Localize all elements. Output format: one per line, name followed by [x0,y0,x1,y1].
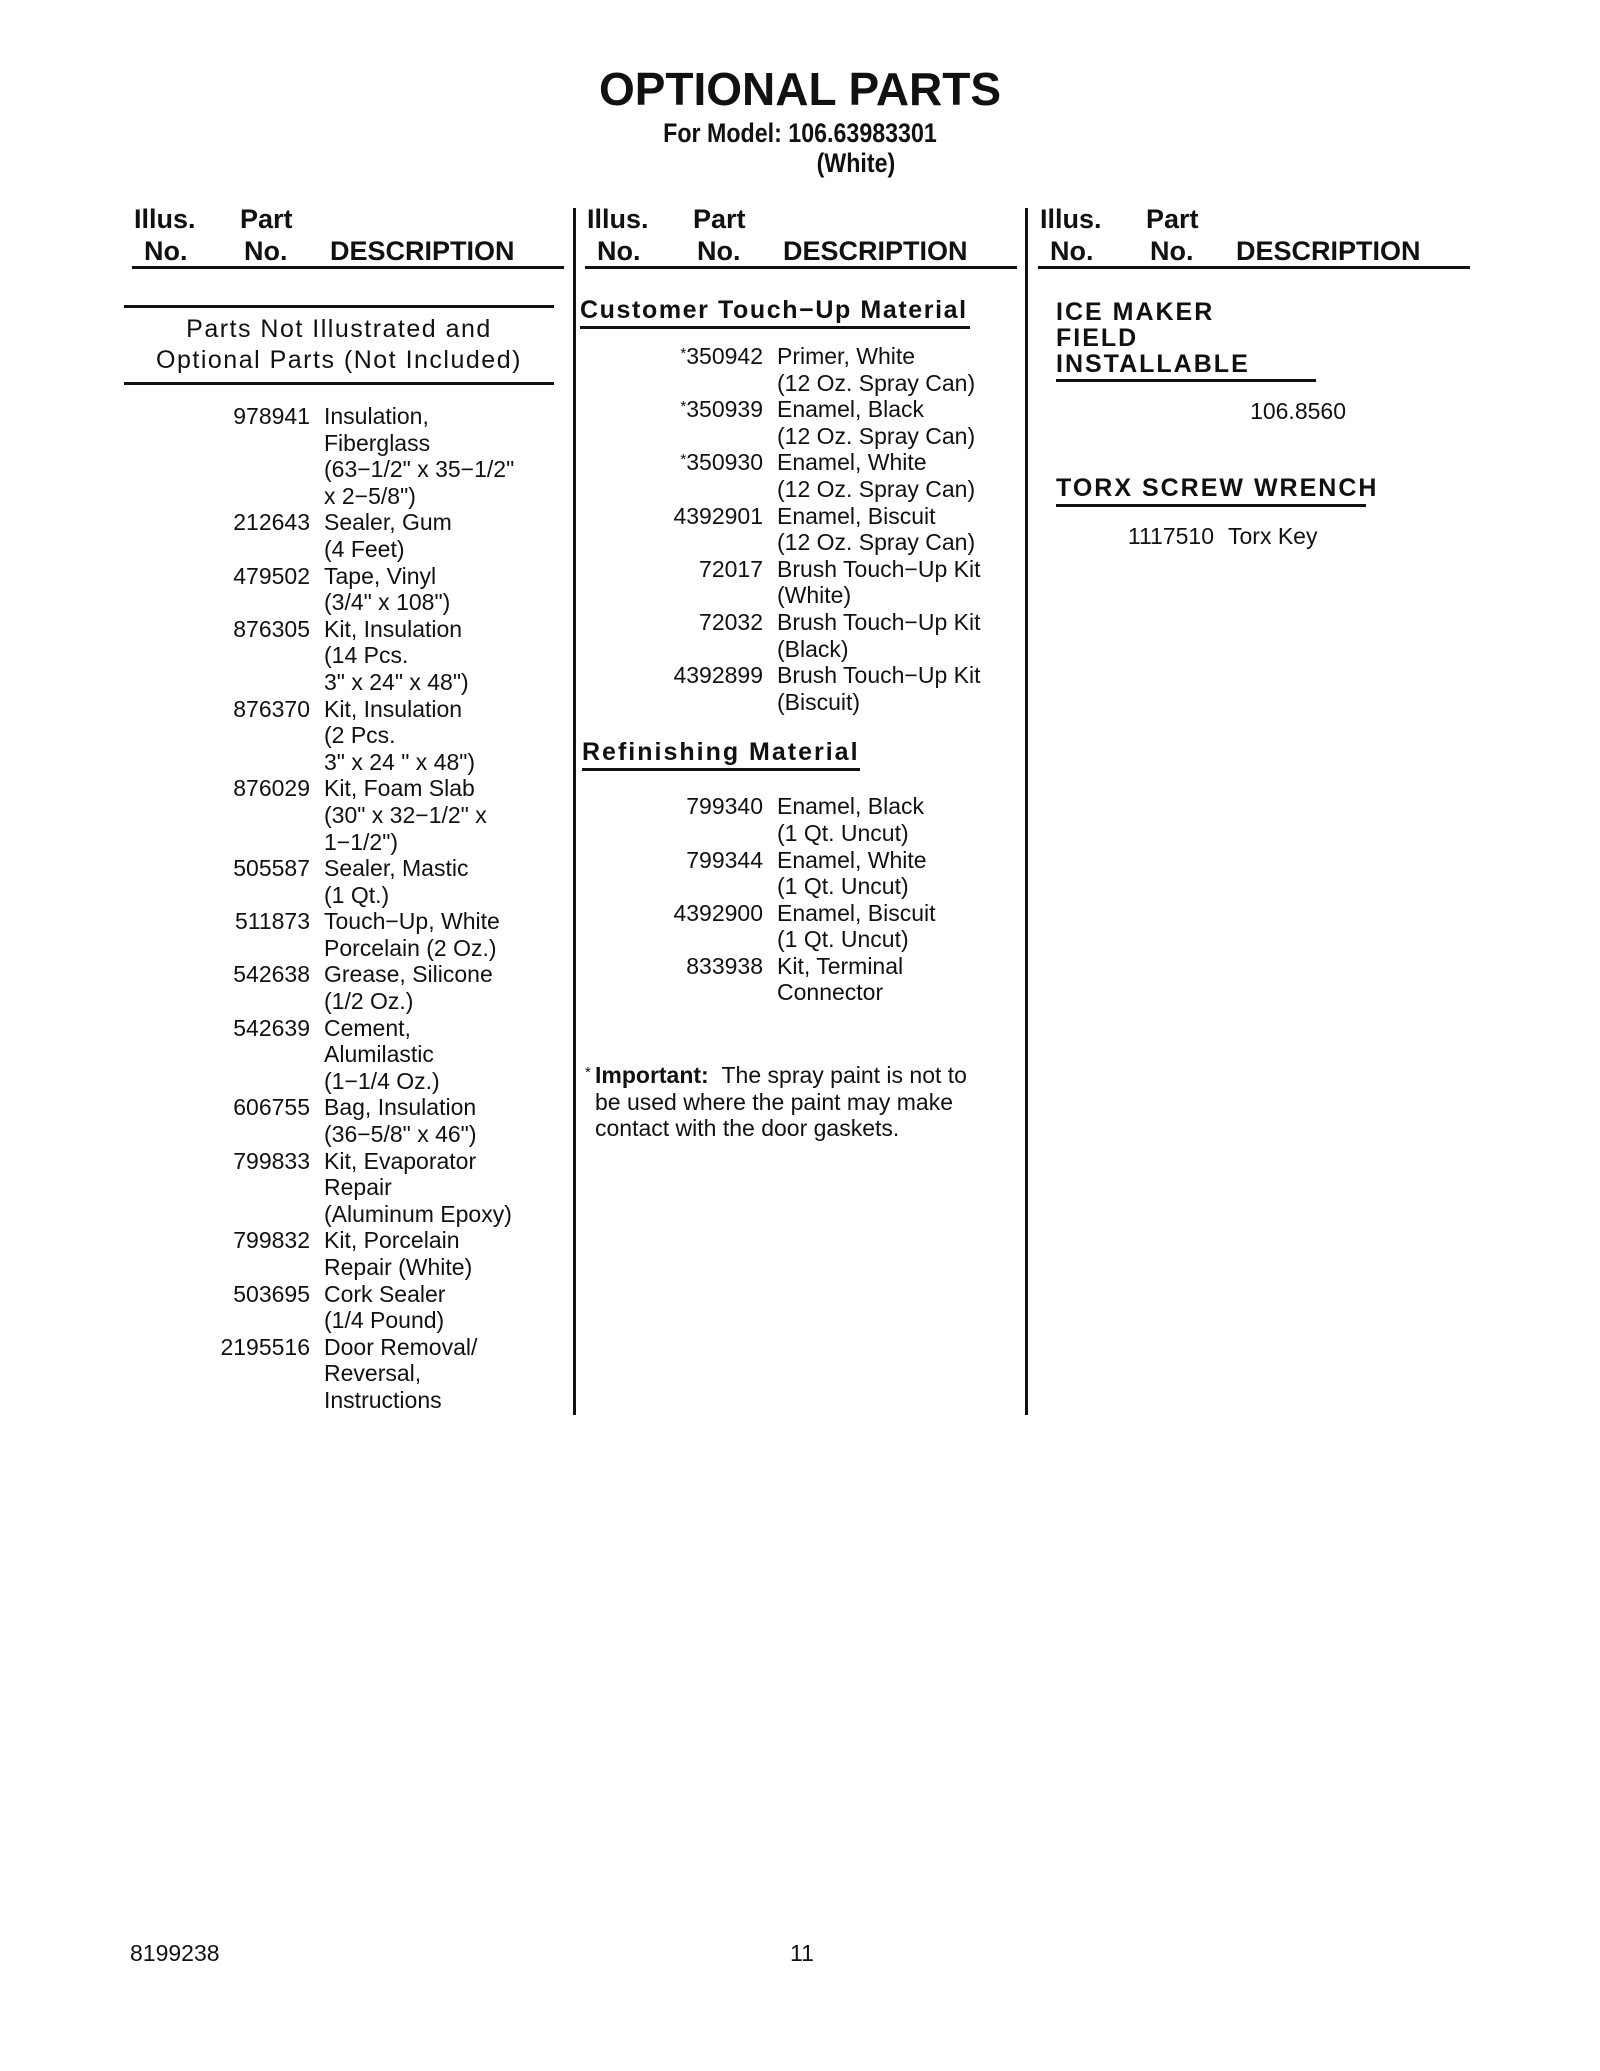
part-description-line: (12 Oz. Spray Can) [777,529,976,556]
section-heading: TORX SCREW WRENCH [1056,475,1366,507]
part-item [132,961,572,1014]
part-number [132,509,310,536]
part-description-line: (1 Qt. Uncut) [777,926,909,953]
part-number [585,556,763,583]
parts-list [1038,523,1478,550]
part-item [132,775,572,855]
part-item [132,509,572,562]
illus-label: Illus. [134,204,196,234]
part-description-line: Sealer, Gum [324,509,452,536]
important-note [585,1062,995,1142]
part-number [132,1148,310,1175]
part-number [132,563,310,590]
description-label: DESCRIPTION [330,236,515,266]
part-description-line: (63−1/2" x 35−1/2" [324,456,515,483]
part-number [1038,523,1214,550]
part-description-line: 3" x 24" x 48") [324,668,469,695]
part-description-line: (3/4" x 108") [324,589,451,616]
part-description-line: Enamel, Biscuit [777,502,936,529]
part-description-line: Bag, Insulation [324,1094,477,1121]
part-number-text: 2195516 [220,1333,310,1360]
asterisk-mark: * [680,345,687,362]
part-description-line: Fiberglass [324,429,431,456]
part-description-line: Torx Key [1228,522,1318,549]
part-no-label: No. [1150,236,1194,266]
part-description-line: Sealer, Mastic [324,855,469,882]
part-description-line: (Black) [777,635,849,662]
part-number-text: 505587 [233,855,310,882]
part-number [132,1334,310,1361]
section-heading-line: FIELD INSTALLABLE [1056,324,1250,378]
section-heading: Refinishing Material [582,739,860,771]
part-number-text: 72032 [699,608,763,635]
part-number-text: 978941 [233,403,310,429]
part-description-line: 1−1/2") [324,828,399,855]
column-header [585,200,1025,266]
part-description-line: (1 Qt. Uncut) [777,819,909,846]
part-item [1038,398,1478,425]
parts-list [1038,398,1478,425]
part-item [585,609,1025,662]
illus-no-label: No. [144,236,188,266]
part-description-line: (1−1/4 Oz.) [324,1067,440,1094]
section-heading-line: ICE MAKER [1056,298,1215,326]
part-no-label: No. [244,236,288,266]
part-description-line: (Aluminum Epoxy) [324,1200,512,1227]
part-number-text: 542639 [233,1014,310,1041]
part-description-line: Kit, Insulation [324,615,463,642]
part-description-line: (White) [777,582,852,609]
part-number [132,403,310,430]
part-number-text: 212643 [233,509,310,536]
part-item [132,1015,572,1095]
part-number [585,449,763,476]
part-description-line: (36−5/8" x 46") [324,1121,477,1148]
part-number-text: 799340 [686,793,763,820]
part-item [585,847,1025,900]
part-number-text: 876305 [233,615,310,642]
part-number-text: 833938 [686,952,763,979]
part-number-text: 799832 [233,1227,310,1254]
part-number [585,396,763,423]
page-number: 11 [790,1940,814,1966]
illus-no-label: No. [1050,236,1094,266]
note-label: Important: [595,1062,709,1089]
part-number-text: 350939 [686,396,763,423]
part-item [132,1281,572,1334]
section-heading [124,305,554,385]
part-number [132,1281,310,1308]
illus-no-label: No. [597,236,641,266]
part-number-text: 799344 [686,846,763,873]
column-1 [132,200,572,1430]
model-line: For Model: 106.63983301 [663,118,937,148]
part-item [132,1334,572,1414]
part-description-line: Enamel, Black [777,793,925,820]
part-item [585,396,1025,449]
section-heading [1056,299,1316,382]
part-number [1038,398,1346,425]
part-number-text: 876370 [233,695,310,722]
part-number-text: 72017 [699,555,763,582]
part-description-line: Tape, Vinyl [324,562,437,589]
part-description-line: Cement, [324,1014,411,1041]
part-number-text: 4392900 [673,899,763,926]
part-description-line: Kit, Porcelain [324,1227,460,1254]
part-description-line: (2 Pcs. [324,722,396,749]
part-description-line: Touch−Up, White [324,908,500,935]
part-description-line: (12 Oz. Spray Can) [777,422,976,449]
part-description-line: Enamel, Black [777,396,925,423]
part-description-line: (4 Feet) [324,535,405,562]
part-description-line: (1 Qt. Uncut) [777,873,909,900]
parts-list [585,343,1025,715]
part-number-text: 479502 [233,562,310,589]
part-description-line: Reversal, [324,1360,422,1387]
part-item [585,556,1025,609]
part-description-line: Brush Touch−Up Kit [777,608,981,635]
part-number-text: 876029 [233,775,310,802]
part-description-line: Repair [324,1174,392,1201]
part-number [132,775,310,802]
part-number [132,1227,310,1254]
note-text: The spray paint is not to be used where the paint may make contact with the door gaskets. [595,1062,967,1142]
part-number [585,503,763,530]
part-number [585,793,763,820]
part-description-line: Enamel, White [777,846,927,873]
section-heading: Customer Touch−Up Material [580,297,970,329]
part-number-text: 4392901 [673,502,763,529]
part-item [132,908,572,961]
part-description-line: Enamel, White [777,449,927,476]
part-description-line: Kit, Evaporator [324,1147,477,1174]
part-number-text: 503695 [233,1280,310,1307]
part-description-line: Repair (White) [324,1254,473,1280]
column-2 [580,200,1025,1430]
description-label: DESCRIPTION [783,236,968,266]
part-number [132,908,310,935]
parts-list [585,793,1025,1006]
part-description-line: x 2−5/8") [324,482,416,509]
part-item [132,616,572,696]
part-description-line: Kit, Foam Slab [324,775,475,802]
page-title: OPTIONAL PARTS [598,63,1002,115]
asterisk-mark: * [680,398,687,416]
part-description-line: Cork Sealer [324,1280,446,1307]
part-label: Part [1146,204,1199,234]
part-item [132,1094,572,1147]
part-number-text: 350930 [686,449,763,476]
part-description-line: Enamel, Biscuit [777,899,936,926]
part-description-line: Connector [777,979,884,1006]
part-item [585,793,1025,846]
part-item [585,449,1025,502]
part-number-text: 4392899 [673,662,763,689]
part-item [585,343,1025,396]
part-label: Part [693,204,746,234]
parts-list [132,403,572,1414]
part-number-text: 350942 [686,343,763,369]
part-description-line: Porcelain (2 Oz.) [324,934,497,961]
part-number [585,847,763,874]
part-item [585,953,1025,1006]
part-number-text: 542638 [233,961,310,988]
column-3 [1038,200,1478,1430]
part-description-line: Brush Touch−Up Kit [777,662,981,689]
part-item [132,403,572,509]
part-number [132,616,310,643]
column-header [1038,200,1478,266]
column-header [132,200,572,266]
part-number [585,953,763,980]
part-description-line: Primer, White [777,343,916,369]
part-description-line: Brush Touch−Up Kit [777,555,981,582]
part-item [132,855,572,908]
part-number [585,609,763,636]
part-number [132,855,310,882]
part-description-line: (1 Qt.) [324,881,390,908]
description-label: DESCRIPTION [1236,236,1421,266]
part-number [132,1094,310,1121]
column-divider [573,208,576,1415]
part-number-text: 606755 [233,1094,310,1121]
part-description-line: Alumilastic [324,1041,434,1068]
note-asterisk: * [585,1064,591,1082]
part-description-line: (30" x 32−1/2" x [324,801,487,828]
section-heading-line: Parts Not Illustrated and [186,315,492,343]
part-description-line: Kit, Insulation [324,695,463,722]
part-number [585,662,763,689]
part-description-line: Grease, Silicone [324,961,493,988]
part-description-line: Door Removal/ [324,1333,478,1360]
part-item [585,662,1025,715]
part-number-text: 106.8560 [1250,398,1346,424]
part-description-line: 3" x 24 " x 48") [324,748,476,775]
part-number-text: 799833 [233,1147,310,1174]
section-heading-line: Optional Parts (Not Included) [156,346,522,374]
part-item [132,1148,572,1228]
part-description-line: (12 Oz. Spray Can) [777,475,976,502]
asterisk-mark: * [680,451,687,469]
part-number [132,961,310,988]
document-number: 8199238 [130,1940,220,1966]
part-description-line: (1/4 Pound) [324,1307,445,1334]
part-item [132,1227,572,1280]
part-description-line: Insulation, [324,403,429,429]
part-number-text: 1117510 [1127,522,1214,549]
part-item [132,563,572,616]
part-description-line: Instructions [324,1386,442,1413]
part-number [585,343,763,370]
color-line: (White) [816,148,896,178]
illus-label: Illus. [1040,204,1102,234]
part-description-line: Kit, Terminal [777,952,904,979]
part-number [132,696,310,723]
part-item [1038,523,1478,550]
part-description-line: (Biscuit) [777,688,861,715]
part-number [585,900,763,927]
part-no-label: No. [697,236,741,266]
part-description-line: (1/2 Oz.) [324,988,414,1015]
part-item [585,900,1025,953]
illus-label: Illus. [587,204,649,234]
part-number [132,1015,310,1042]
part-label: Part [240,204,293,234]
part-number-text: 511873 [234,908,310,935]
part-description-line: (12 Oz. Spray Can) [777,369,976,396]
part-item [585,503,1025,556]
column-divider [1025,208,1028,1415]
part-description-line: (14 Pcs. [324,642,409,669]
part-item [132,696,572,776]
